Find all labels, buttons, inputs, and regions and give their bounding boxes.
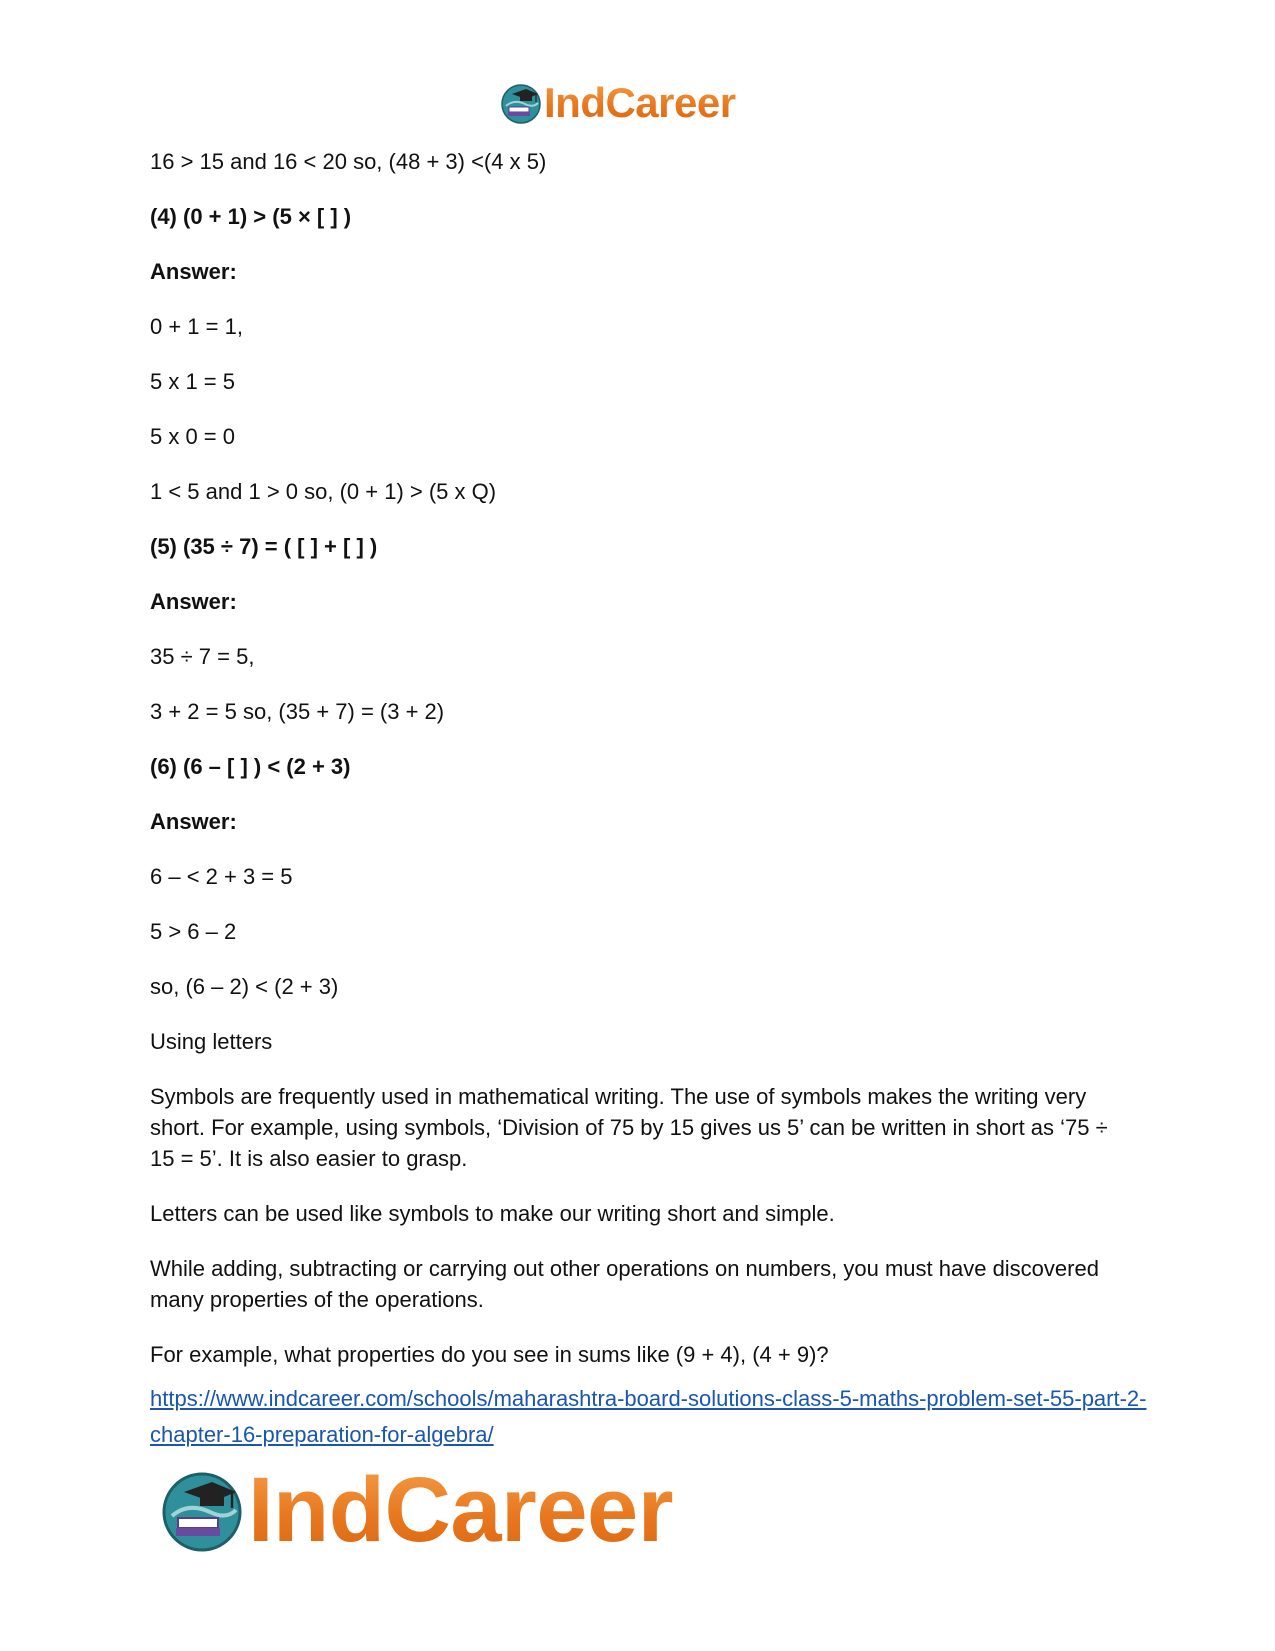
text-line: 0 + 1 = 1, bbox=[150, 314, 243, 339]
source-link[interactable]: https://www.indcareer.com/schools/maharashtra-board-solutions-class-5-maths-problem-set-55-part-2-chapter-16-preparation-for-algebra/ bbox=[150, 1386, 1147, 1447]
text-line: 1 < 5 and 1 > 0 so, (0 + 1) > (5 x Q) bbox=[150, 479, 497, 504]
heading-line: Answer: bbox=[150, 259, 237, 284]
heading-line: (4) (0 + 1) > (5 × [ ] ) bbox=[150, 204, 352, 229]
text-line: While adding, subtracting or carrying out other operations on numbers, you must have discovered many properties of the operations. bbox=[150, 1256, 1099, 1312]
heading-line: (6) (6 – [ ] ) < (2 + 3) bbox=[150, 754, 351, 779]
text-line: 3 + 2 = 5 so, (35 + 7) = (3 + 2) bbox=[150, 699, 445, 724]
text-line: 5 x 1 = 5 bbox=[150, 369, 236, 394]
document-body bbox=[150, 146, 1130, 1394]
header-logo bbox=[500, 78, 736, 128]
heading-line: Answer: bbox=[150, 809, 237, 834]
graduation-globe-icon bbox=[500, 82, 542, 124]
text-line: 35 ÷ 7 = 5, bbox=[150, 644, 255, 669]
footer-logo bbox=[160, 1460, 673, 1560]
heading-line: Answer: bbox=[150, 589, 237, 614]
text-line: Using letters bbox=[150, 1029, 273, 1054]
text-line: 5 x 0 = 0 bbox=[150, 424, 236, 449]
text-line: Symbols are frequently used in mathematical writing. The use of symbols makes the writing very short. For example, using symbols, ‘Division of 75 by 15 gives us 5’ can be written in short as ‘75 ÷ 15 = 5’. It is also easier to grasp. bbox=[150, 1084, 1108, 1171]
logo-text: IndCareer bbox=[544, 79, 736, 126]
text-line: 6 – < 2 + 3 = 5 bbox=[150, 864, 293, 889]
text-line: so, (6 – 2) < (2 + 3) bbox=[150, 974, 339, 999]
logo-text: IndCareer bbox=[248, 1458, 673, 1561]
text-line: 5 > 6 – 2 bbox=[150, 919, 237, 944]
graduation-globe-icon bbox=[160, 1468, 244, 1552]
text-line: 16 > 15 and 16 < 20 so, (48 + 3) <(4 x 5) bbox=[150, 149, 547, 174]
text-line: Letters can be used like symbols to make our writing short and simple. bbox=[150, 1201, 835, 1226]
heading-line: (5) (35 ÷ 7) = ( [ ] + [ ] ) bbox=[150, 534, 378, 559]
text-line: For example, what properties do you see in sums like (9 + 4), (4 + 9)? bbox=[150, 1342, 829, 1367]
